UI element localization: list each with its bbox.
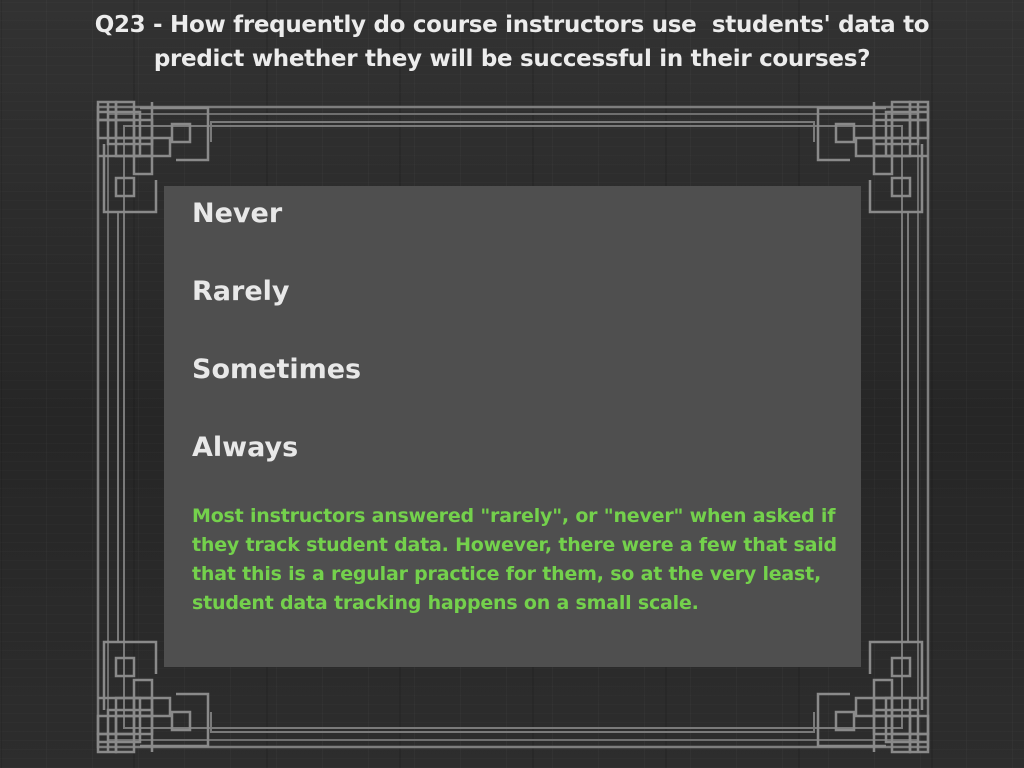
slide-title: Q23 - How frequently do course instructors use students' data to predict whether they will be successful in their courses? — [94, 12, 938, 72]
option-always: Always — [192, 432, 299, 463]
option-sometimes: Sometimes — [192, 354, 362, 385]
option-rarely: Rarely — [192, 276, 290, 307]
option-never: Never — [192, 198, 283, 229]
summary-text: Most instructors answered "rarely", or "never" when asked if they track student data. However, there were a few that said that this is a regular practice for them, so at the very least, student data tracking happens on a small scale. — [192, 505, 837, 614]
answer-panel — [164, 186, 861, 667]
